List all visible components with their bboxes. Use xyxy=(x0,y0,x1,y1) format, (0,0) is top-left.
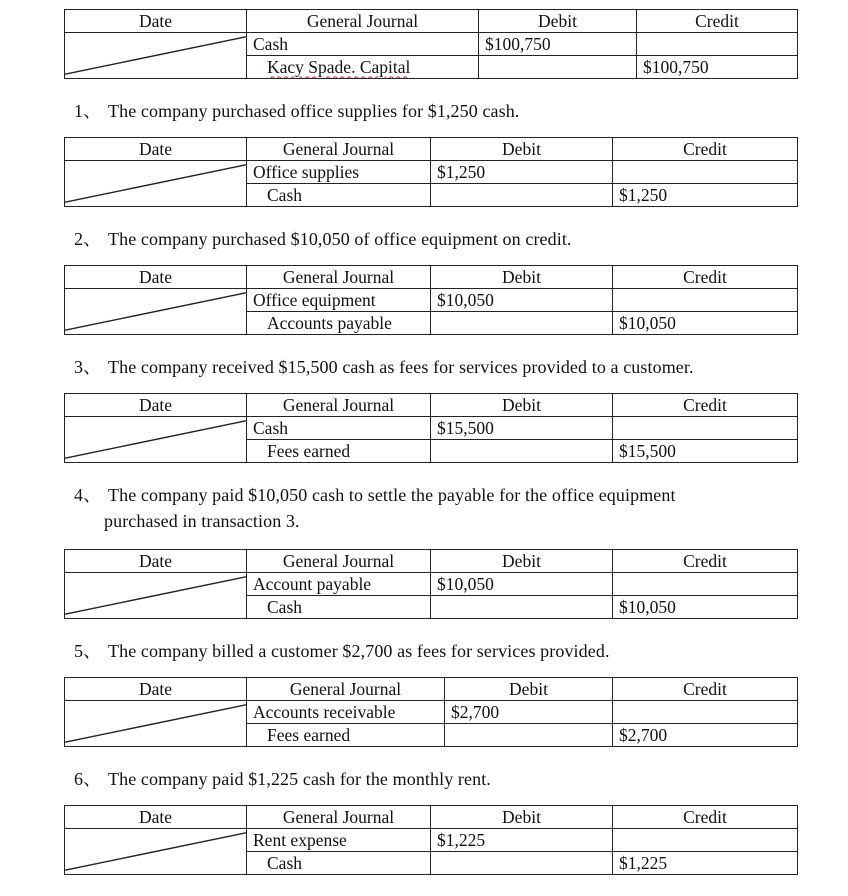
debit-account: Office equipment xyxy=(247,289,431,312)
diagonal-strike xyxy=(65,417,246,462)
date-cell-crossed xyxy=(65,417,247,463)
credit-amount-empty xyxy=(613,161,798,184)
credit-amount: $100,750 xyxy=(637,56,798,79)
debit-amount-empty xyxy=(431,312,613,335)
debit-amount: $1,250 xyxy=(431,161,613,184)
credit-amount-empty xyxy=(637,33,798,56)
debit-amount: $2,700 xyxy=(445,701,613,724)
credit-header: Credit xyxy=(613,550,798,573)
transaction-3: 3、 The company received $15,500 cash as fees for services provided to a customer. xyxy=(74,357,694,377)
date-header: Date xyxy=(65,550,247,573)
debit-amount: $10,050 xyxy=(431,573,613,596)
credit-account: Fees earned xyxy=(247,724,445,747)
journal-table-5 xyxy=(64,677,798,747)
journal-header: General Journal xyxy=(247,138,431,161)
date-cell-crossed xyxy=(65,161,247,207)
debit-header: Debit xyxy=(479,10,637,33)
credit-header: Credit xyxy=(637,10,798,33)
date-header: Date xyxy=(65,394,247,417)
credit-amount: $15,500 xyxy=(613,440,798,463)
date-cell-crossed xyxy=(65,701,247,747)
date-cell-crossed xyxy=(65,289,247,335)
debit-header: Debit xyxy=(431,394,613,417)
date-cell-crossed xyxy=(65,829,247,875)
journal-header: General Journal xyxy=(247,678,445,701)
debit-amount: $1,225 xyxy=(431,829,613,852)
credit-account: Cash xyxy=(247,184,431,207)
credit-amount-empty xyxy=(613,417,798,440)
diagonal-strike xyxy=(65,289,246,334)
debit-amount-empty xyxy=(431,852,613,875)
date-header: Date xyxy=(65,138,247,161)
date-header: Date xyxy=(65,10,247,33)
credit-amount-empty xyxy=(613,829,798,852)
transaction-1: 1、 The company purchased office supplies for $1,250 cash. xyxy=(74,101,520,121)
credit-amount: $1,250 xyxy=(613,184,798,207)
journal-header: General Journal xyxy=(247,266,431,289)
credit-amount: $10,050 xyxy=(613,596,798,619)
debit-header: Debit xyxy=(445,678,613,701)
debit-account: Cash xyxy=(247,33,479,56)
credit-account: Kacy Spade. Capital xyxy=(247,56,479,79)
debit-amount-empty xyxy=(479,56,637,79)
debit-amount: $15,500 xyxy=(431,417,613,440)
journal-table-6 xyxy=(64,805,798,875)
debit-header: Debit xyxy=(431,550,613,573)
credit-header: Credit xyxy=(613,806,798,829)
debit-amount: $100,750 xyxy=(479,33,637,56)
diagonal-strike xyxy=(65,573,246,618)
debit-header: Debit xyxy=(431,138,613,161)
diagonal-strike xyxy=(65,829,246,874)
debit-account: Rent expense xyxy=(247,829,431,852)
diagonal-strike xyxy=(65,33,246,78)
journal-table-4 xyxy=(64,549,798,619)
transaction-5: 5、 The company billed a customer $2,700 as fees for services provided. xyxy=(74,641,610,661)
debit-amount-empty xyxy=(431,596,613,619)
journal-header: General Journal xyxy=(247,806,431,829)
journal-header: General Journal xyxy=(247,394,431,417)
diagonal-strike xyxy=(65,701,246,746)
credit-account: Cash xyxy=(247,852,431,875)
credit-amount-empty xyxy=(613,573,798,596)
debit-account: Office supplies xyxy=(247,161,431,184)
debit-account: Cash xyxy=(247,417,431,440)
credit-amount: $2,700 xyxy=(613,724,798,747)
credit-amount: $10,050 xyxy=(613,312,798,335)
debit-account: Accounts receivable xyxy=(247,701,445,724)
credit-amount-empty xyxy=(613,701,798,724)
transaction-2: 2、 The company purchased $10,050 of office equipment on credit. xyxy=(74,229,572,249)
credit-header: Credit xyxy=(613,266,798,289)
debit-amount-empty xyxy=(431,184,613,207)
debit-amount-empty xyxy=(431,440,613,463)
debit-amount: $10,050 xyxy=(431,289,613,312)
credit-amount: $1,225 xyxy=(613,852,798,875)
journal-table-2 xyxy=(64,265,798,335)
date-cell-crossed xyxy=(65,33,247,79)
credit-amount-empty xyxy=(613,289,798,312)
diagonal-strike xyxy=(65,161,246,206)
transaction-6: 6、 The company paid $1,225 cash for the monthly rent. xyxy=(74,769,491,789)
date-header: Date xyxy=(65,806,247,829)
credit-account: Fees earned xyxy=(247,440,431,463)
debit-amount-empty xyxy=(445,724,613,747)
date-cell-crossed xyxy=(65,573,247,619)
journal-table-opening xyxy=(64,9,798,79)
credit-header: Credit xyxy=(613,678,798,701)
credit-header: Credit xyxy=(613,138,798,161)
transaction-4: 4、 The company paid $10,050 cash to settle the payable for the office equipment purchased in transaction 3. xyxy=(74,485,676,531)
date-header: Date xyxy=(65,266,247,289)
credit-header: Credit xyxy=(613,394,798,417)
debit-header: Debit xyxy=(431,266,613,289)
journal-header: General Journal xyxy=(247,10,479,33)
credit-account: Cash xyxy=(247,596,431,619)
journal-table-3 xyxy=(64,393,798,463)
journal-header: General Journal xyxy=(247,550,431,573)
date-header: Date xyxy=(65,678,247,701)
debit-header: Debit xyxy=(431,806,613,829)
debit-account: Account payable xyxy=(247,573,431,596)
credit-account: Accounts payable xyxy=(247,312,431,335)
journal-table-1 xyxy=(64,137,798,207)
